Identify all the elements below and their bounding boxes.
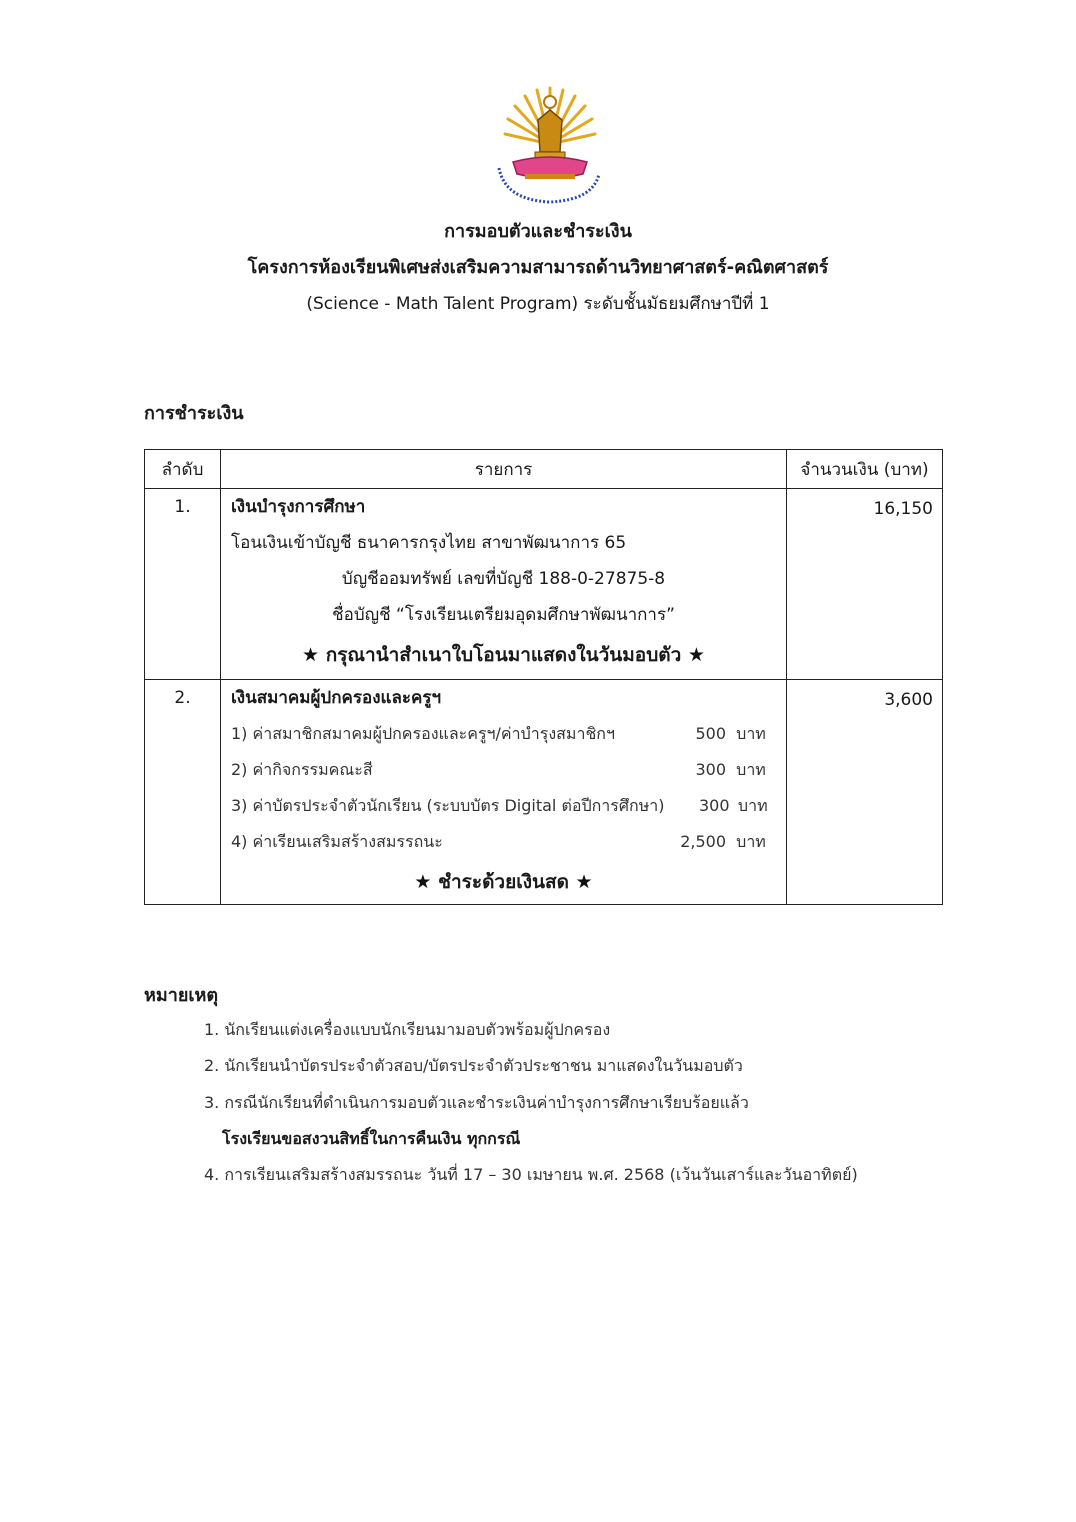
- payment-table: [144, 449, 943, 905]
- star-icon: ★: [575, 871, 593, 893]
- fee-item-label: 1) ค่าสมาชิกสมาคมผู้ปกครองและครูฯ/ค่าบำรุงสมาชิกฯ: [231, 724, 615, 743]
- fee-item-label: 4) ค่าเรียนเสริมสร้างสมรรถนะ: [231, 832, 443, 851]
- row-item-cell: [221, 489, 787, 680]
- row-item-cell: [221, 680, 787, 905]
- row-item-title: เงินสมาคมผู้ปกครองและครูฯ: [231, 688, 442, 708]
- fee-item-value: 2,500: [680, 832, 726, 851]
- column-header-amount: จำนวนเงิน (บาท): [787, 450, 943, 489]
- column-header-no: ลำดับ: [145, 450, 221, 489]
- fee-item-value: 300: [698, 796, 730, 815]
- transfer-bank-line: โอนเงินเข้าบัญชี ธนาคารกรุงไทย สาขาพัฒนาการ 65: [231, 533, 627, 553]
- row-amount: 3,600: [787, 680, 943, 905]
- account-name-line: ชื่อบัญชี “โรงเรียนเตรียมอุดมศึกษาพัฒนาการ”: [332, 605, 675, 625]
- fee-item: [231, 752, 776, 788]
- note-item: 4. การเรียนเสริมสร้างสมรรถนะ วันที่ 17 – 30 เมษายน พ.ศ. 2568 (เว้นวันเสาร์และวันอาทิตย์): [204, 1165, 858, 1184]
- star-icon: ★: [414, 871, 432, 893]
- cash-notice-text: ชำระด้วยเงินสด: [438, 871, 569, 893]
- fee-item-unit: บาท: [737, 796, 768, 815]
- note-item: 2. นักเรียนนำบัตรประจำตัวสอบ/บัตรประจำตัวประชาชน มาแสดงในวันมอบตัว: [204, 1056, 743, 1075]
- column-header-item: รายการ: [221, 450, 787, 489]
- row-number: 1.: [145, 489, 221, 680]
- project-title: โครงการห้องเรียนพิเศษส่งเสริมความสามารถด้านวิทยาศาสตร์-คณิตศาสตร์: [247, 257, 829, 278]
- star-icon: ★: [687, 644, 705, 666]
- table-row: [145, 489, 943, 680]
- row-item-title: เงินบำรุงการศึกษา: [231, 497, 366, 517]
- account-number-line: บัญชีออมทรัพย์ เลขที่บัญชี 188-0-27875-8: [341, 569, 666, 589]
- school-emblem-icon: [495, 82, 605, 210]
- notes-title: หมายเหตุ: [144, 985, 219, 1006]
- row-number: 2.: [145, 680, 221, 905]
- fee-item-value: 300: [695, 760, 726, 779]
- table-row: [145, 680, 943, 905]
- fee-item-value: 500: [695, 724, 726, 743]
- payment-section-title: การชำระเงิน: [144, 403, 244, 424]
- document-title: การมอบตัวและชำระเงิน: [444, 221, 632, 242]
- row-amount: 16,150: [787, 489, 943, 680]
- note-item: 1. นักเรียนแต่งเครื่องแบบนักเรียนมามอบตัวพร้อมผู้ปกครอง: [204, 1020, 611, 1039]
- fee-item: [231, 824, 776, 860]
- table-header-row: [145, 450, 943, 489]
- fee-item-unit: บาท: [736, 832, 766, 851]
- fee-item-label: 2) ค่ากิจกรรมคณะสี: [231, 760, 373, 779]
- cash-notice: [231, 860, 776, 904]
- transfer-notice: [231, 633, 776, 677]
- fee-item: [231, 716, 776, 752]
- fee-item: [231, 788, 776, 824]
- note-item: 3. กรณีนักเรียนที่ดำเนินการมอบตัวและชำระเงินค่าบำรุงการศึกษาเรียบร้อยแล้ว: [204, 1093, 749, 1112]
- transfer-notice-text: กรุณานำสำเนาใบโอนมาแสดงในวันมอบตัว: [325, 644, 682, 666]
- fee-item-unit: บาท: [736, 724, 766, 743]
- school-logo: [495, 82, 605, 210]
- fee-item-label: 3) ค่าบัตรประจำตัวนักเรียน (ระบบบัตร Digital ต่อปีการศึกษา): [231, 796, 665, 815]
- fee-item-unit: บาท: [736, 760, 766, 779]
- star-icon: ★: [302, 644, 320, 666]
- program-title: (Science - Math Talent Program) ระดับชั้นมัธยมศึกษาปีที่ 1: [306, 294, 770, 314]
- note-item-refund-policy: โรงเรียนขอสงวนสิทธิ์ในการคืนเงิน ทุกกรณี: [222, 1129, 521, 1148]
